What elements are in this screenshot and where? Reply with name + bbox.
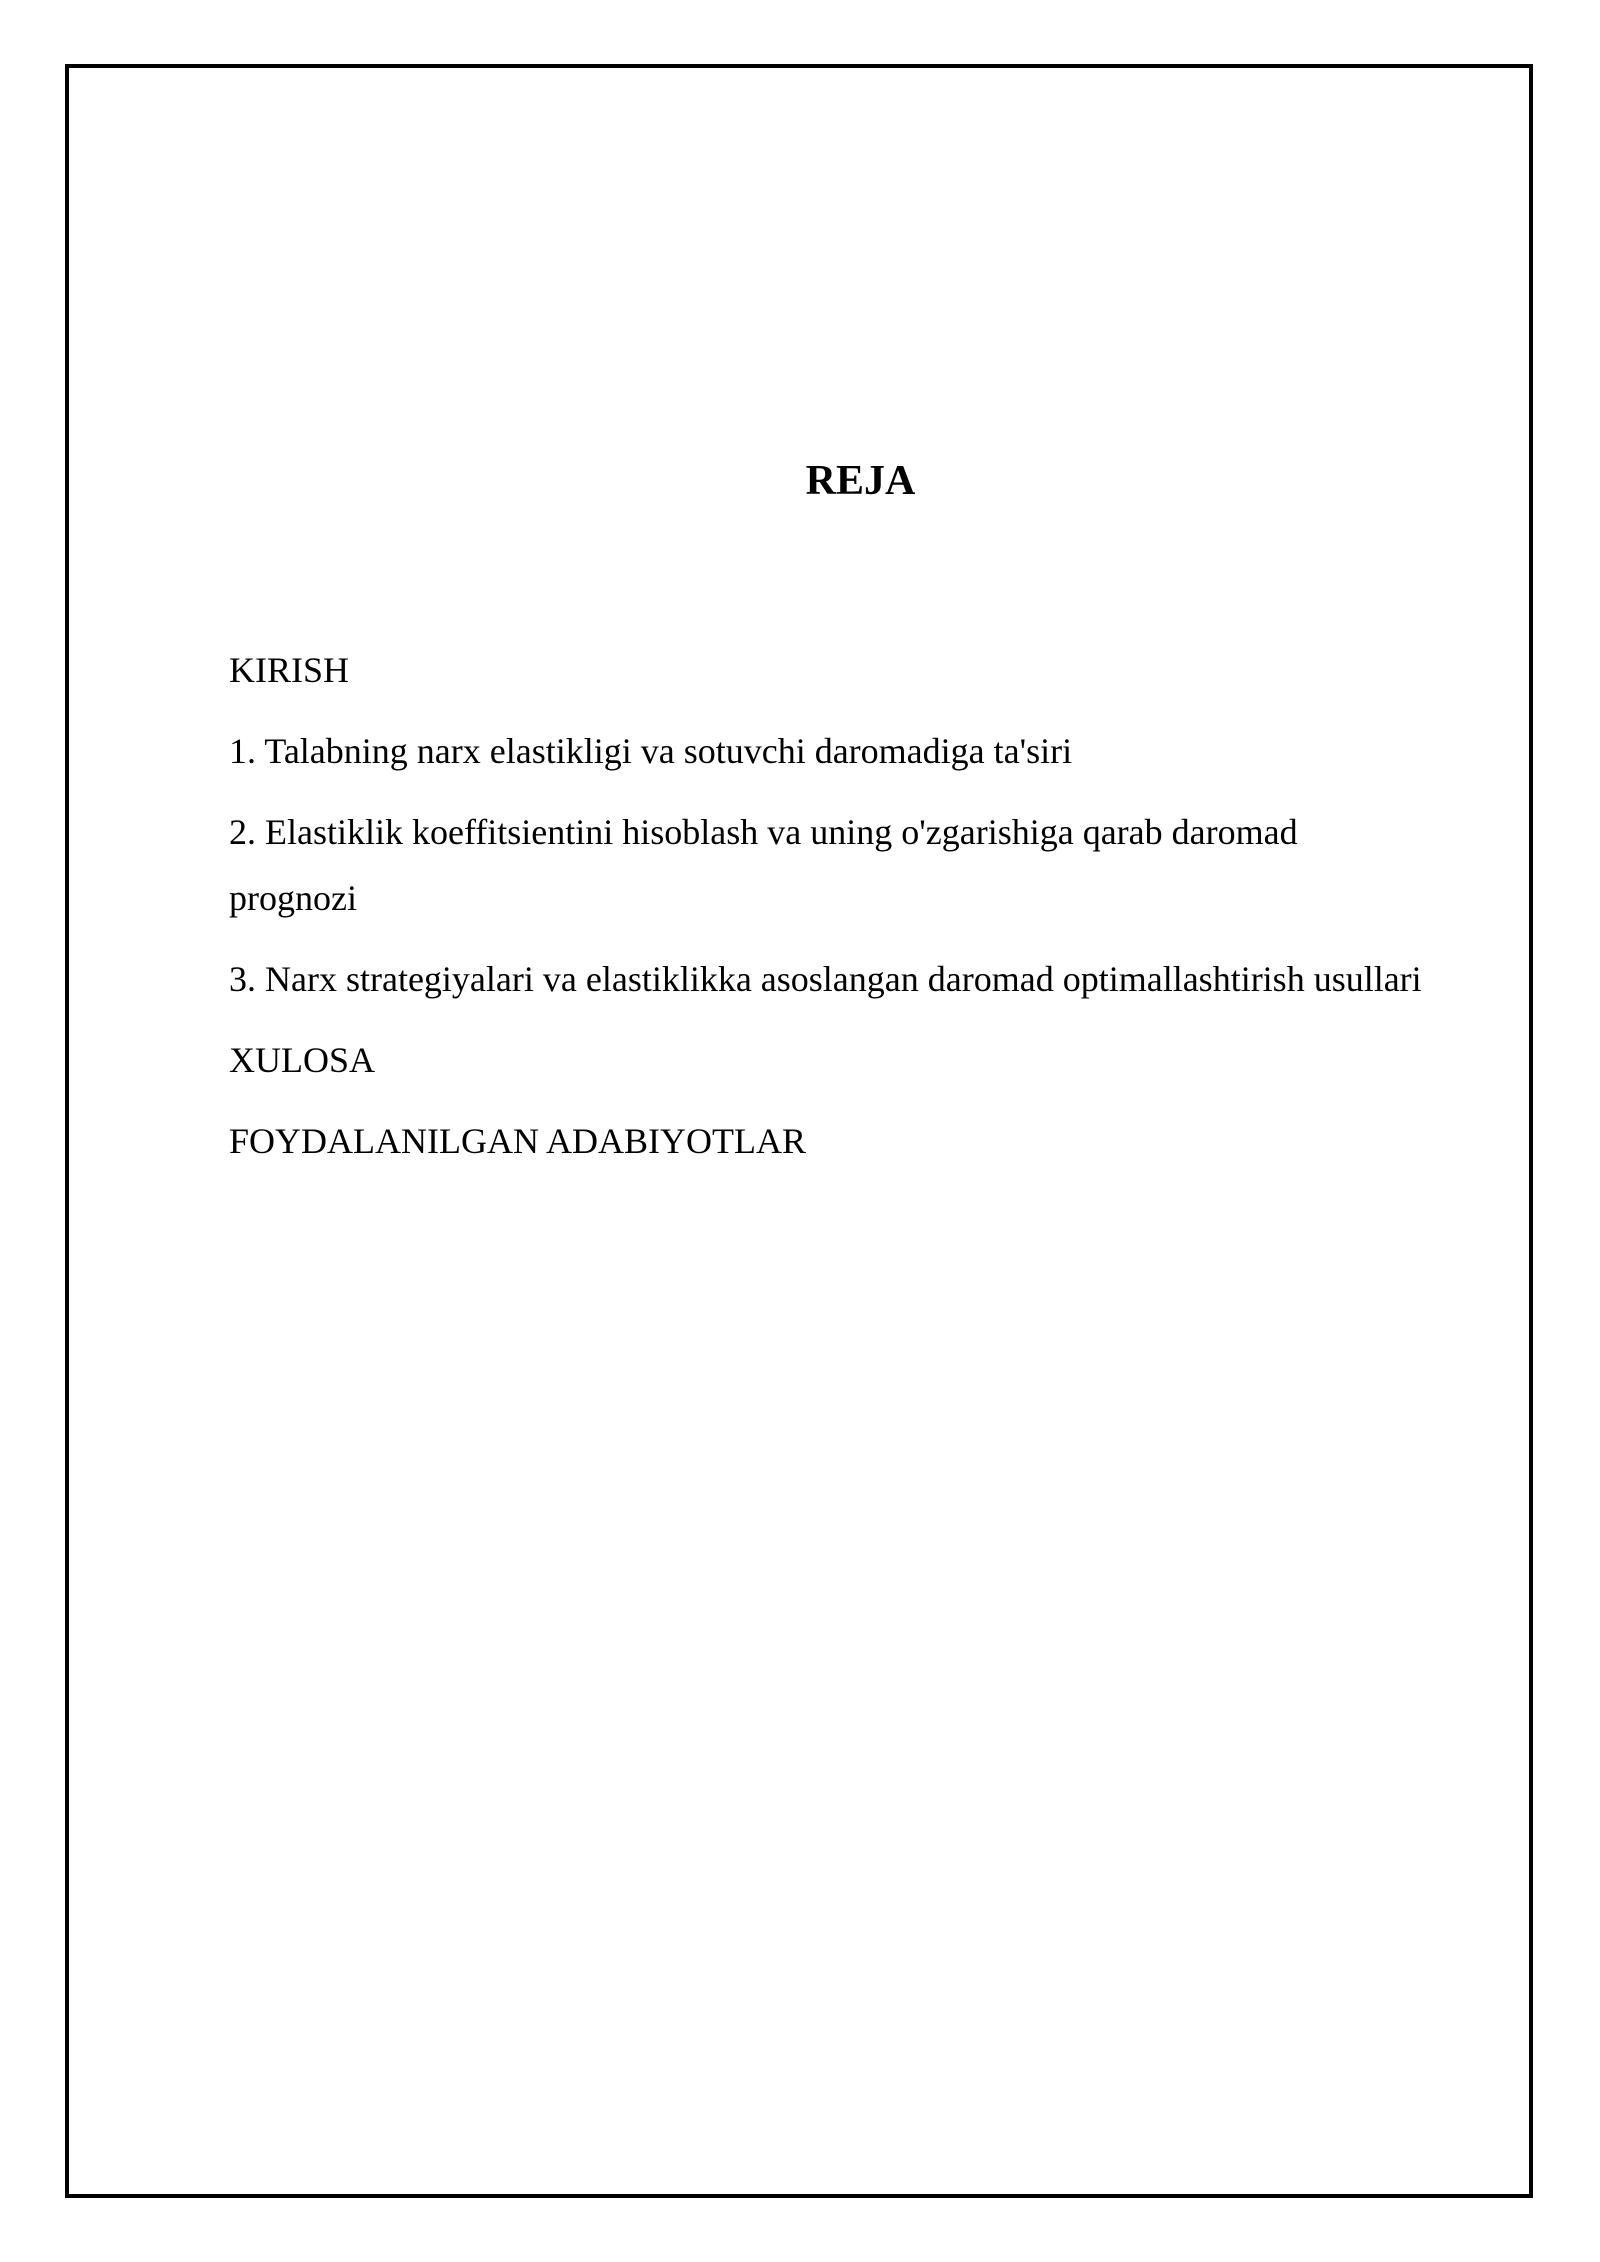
toc-item-conclusion: XULOSA [229,1040,376,1080]
toc-item-introduction: KIRISH [229,650,350,690]
toc-item-section-1: 1. Talabning narx elastikligi va sotuvchi daromadiga ta'siri [229,731,1073,771]
toc-item-references: FOYDALANILGAN ADABIYOTLAR [229,1121,806,1161]
toc-item-section-2: 2. Elastiklik koeffitsientini hisoblash va uning o'zgarishiga qarab daromad prognozi [229,812,1298,918]
page-title: REJA [805,458,916,504]
toc-item-section-3: 3. Narx strategiyalari va elastiklikka asoslangan daromad optimallashtirish usullari [229,959,1422,999]
table-of-contents [229,637,1529,1189]
